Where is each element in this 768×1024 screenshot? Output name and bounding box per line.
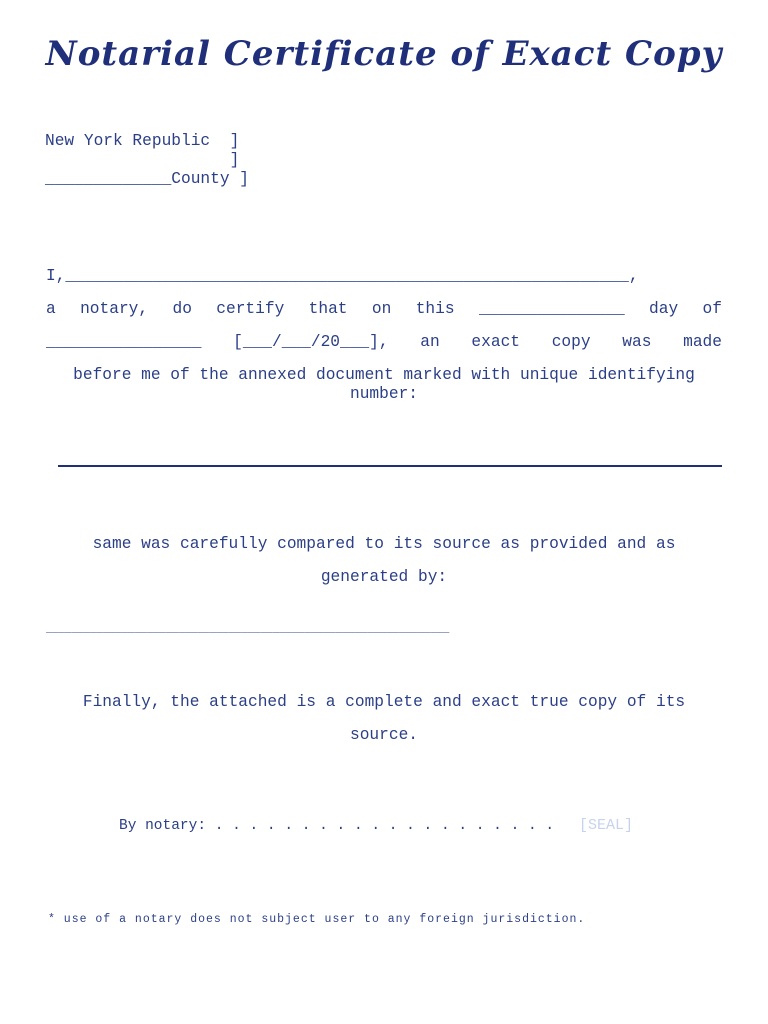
certify-date-line: ________________ [___/___/20___], an exact copy was made xyxy=(46,333,722,351)
final-statement: Finally, the attached is a complete and exact true copy of its source. xyxy=(82,693,686,744)
generated-by-line: ________________________________________________________________ xyxy=(46,624,450,636)
identifying-number-line xyxy=(58,465,722,467)
comparison-text: same was carefully compared to its source as provided and as generated by: xyxy=(92,535,676,586)
certify-day-line: a notary, do certify that on this _______________ day of xyxy=(46,300,722,318)
certify-document-line: before me of the annexed document marked with unique identifying number: xyxy=(73,366,695,403)
seal-placeholder: [SEAL] xyxy=(579,817,634,834)
certify-name-line: I,__________________________________________________________, xyxy=(46,267,639,285)
venue-line-county: _____________County ] xyxy=(45,170,249,188)
venue-line-blank: ] xyxy=(45,151,240,169)
notary-signature-line: By notary: . . . . . . . . . . . . . . . . . . . . xyxy=(119,818,555,834)
venue-line-state: New York Republic ] xyxy=(45,132,240,150)
document-title: Notarial Certificate of Exact Copy xyxy=(45,34,723,74)
footnote: * use of a notary does not subject user to any foreign jurisdiction. xyxy=(48,913,586,926)
